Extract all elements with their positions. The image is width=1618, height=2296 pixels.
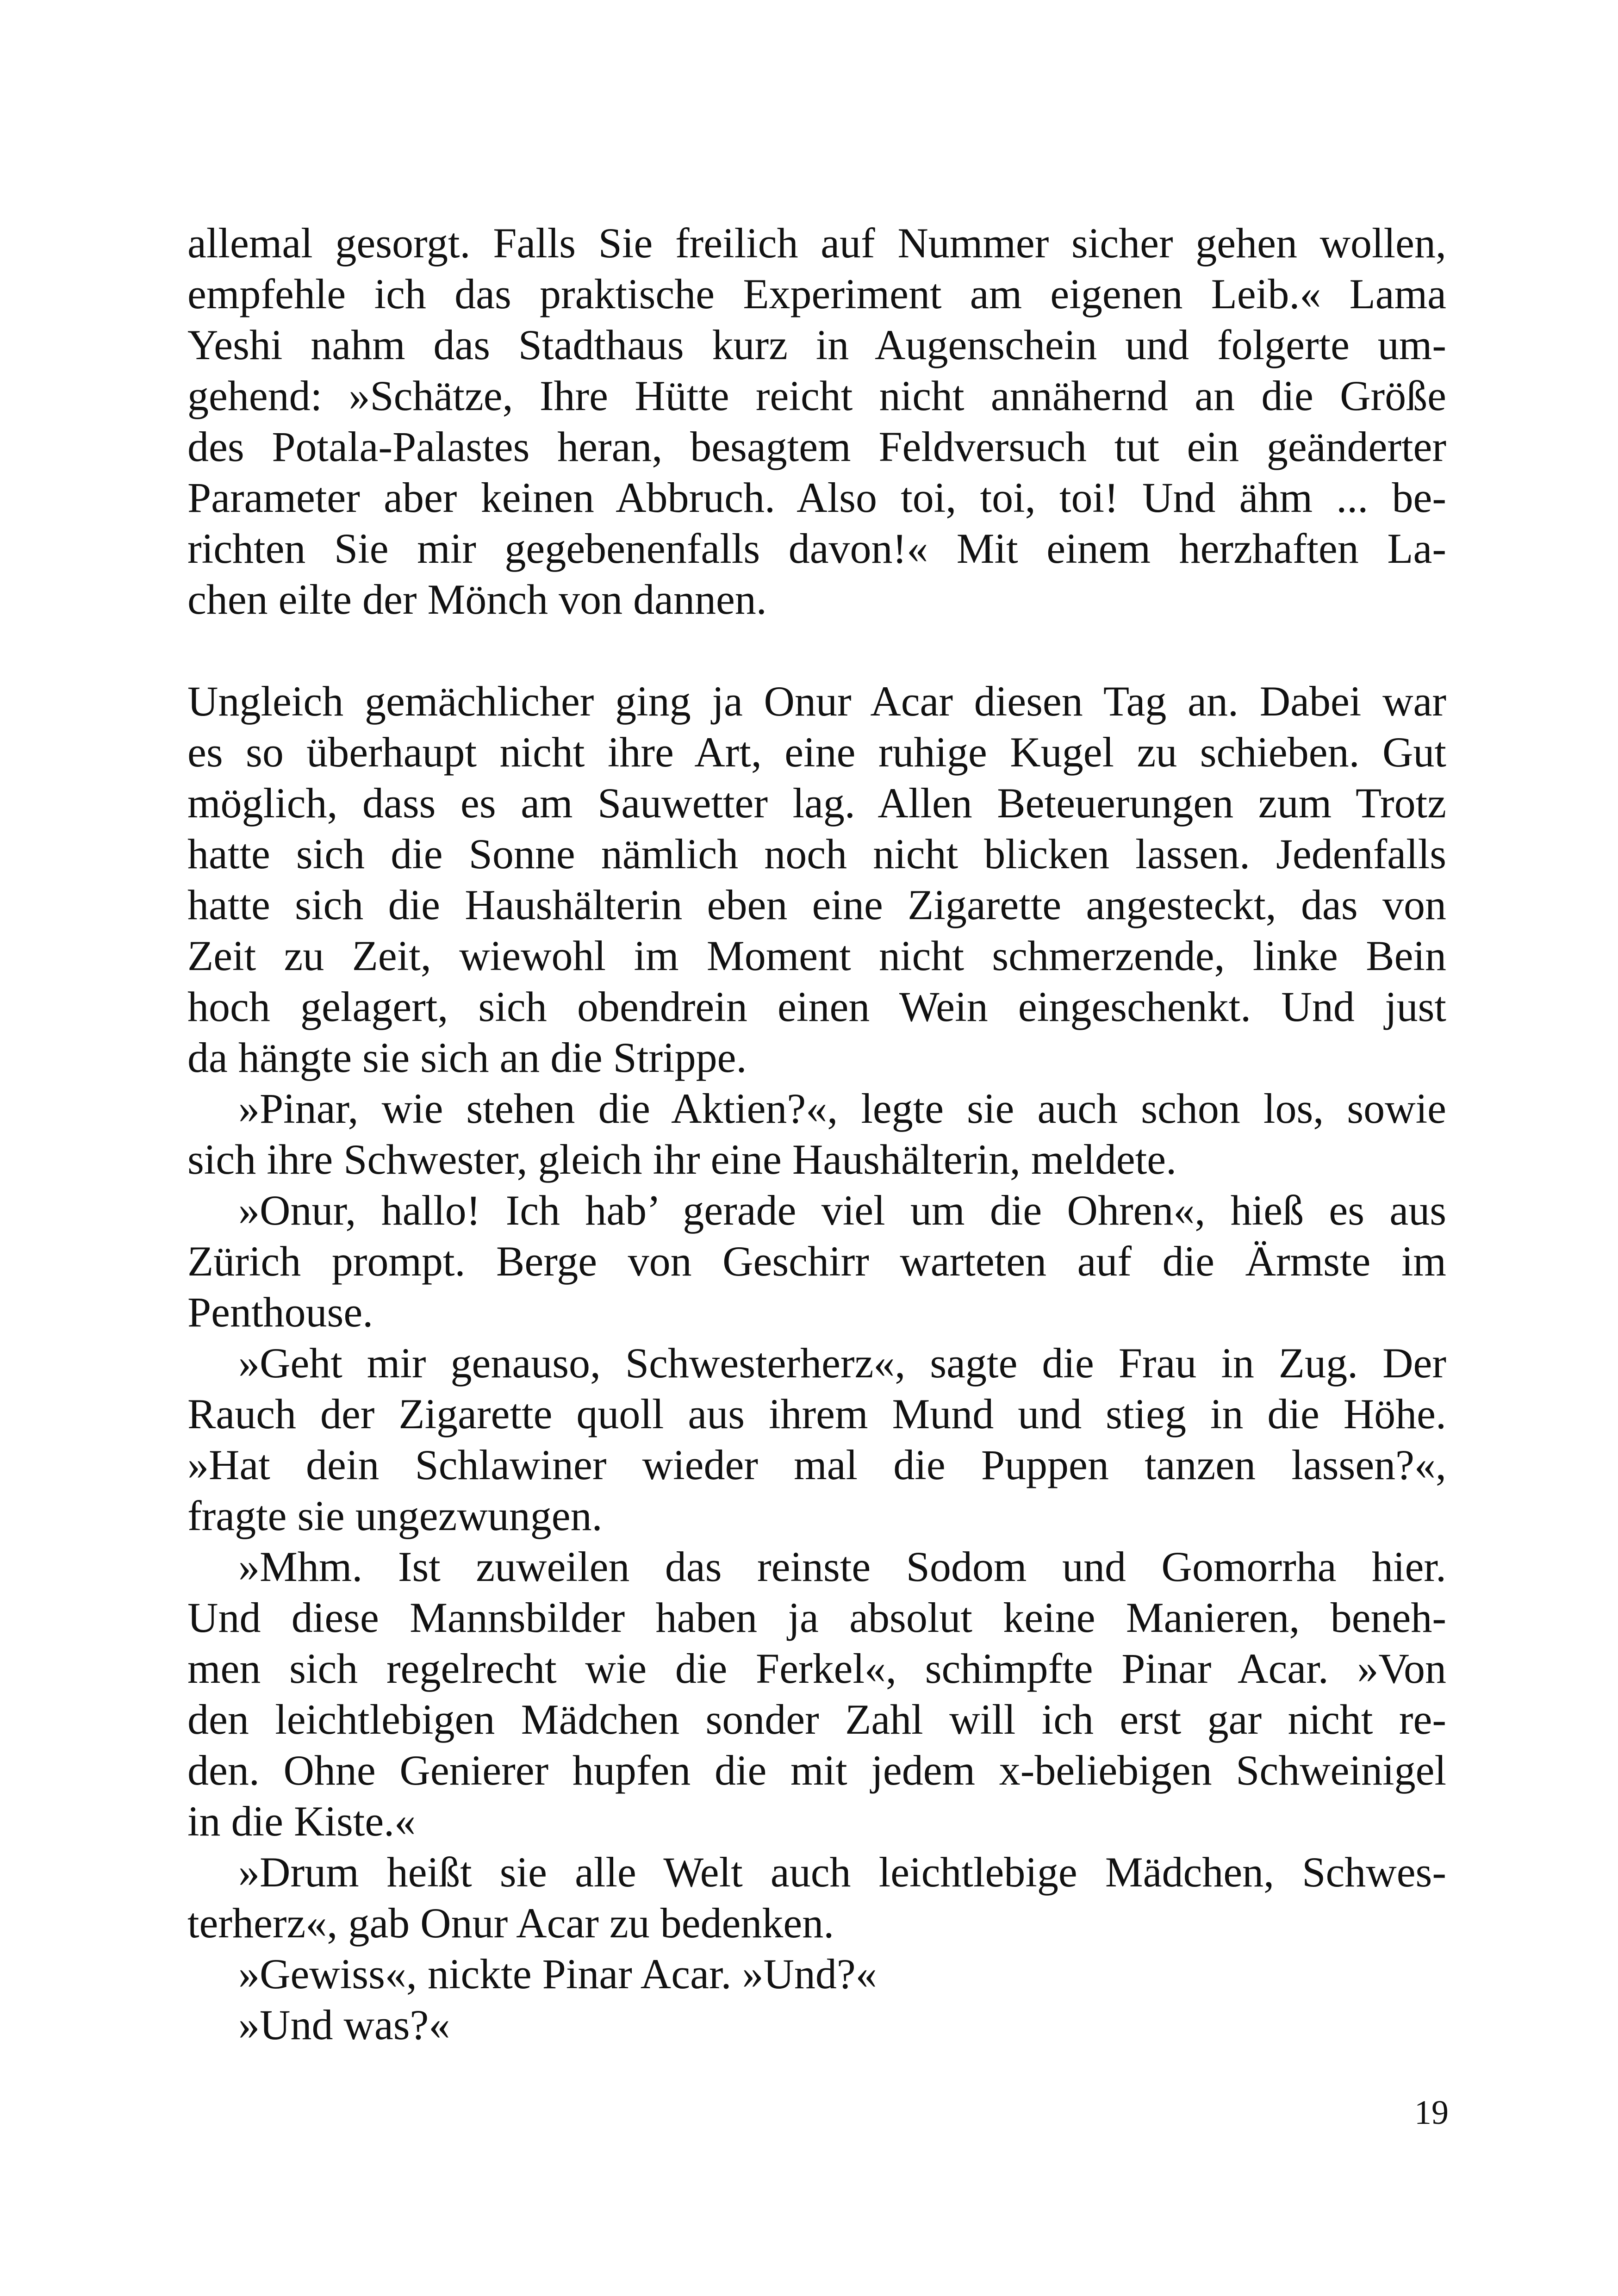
text-line: »Hat dein Schlawiner wieder mal die Puppen tanzen lassen?«,	[187, 1441, 1446, 1488]
text-line: richten Sie mir gegebenenfalls davon!« Mit einem herzhaften La-	[187, 525, 1446, 572]
paragraph	[187, 218, 1446, 625]
text-line: »Gewiss«, nickte Pinar Acar. »Und?«	[238, 1950, 877, 1997]
section-break	[187, 625, 1446, 676]
page-body	[187, 218, 1446, 2050]
text-line: möglich, dass es am Sauwetter lag. Allen Beteuerungen zum Trotz	[187, 779, 1446, 827]
text-line: den leichtlebigen Mädchen sonder Zahl will ich erst gar nicht re-	[187, 1696, 1446, 1743]
text-line: »Onur, hallo! Ich hab’ gerade viel um die Ohren«, hieß es aus	[238, 1187, 1446, 1234]
text-line: empfehle ich das praktische Experiment am eigenen Leib.« Lama	[187, 270, 1446, 317]
paragraph	[187, 1948, 1446, 1999]
text-line: Rauch der Zigarette quoll aus ihrem Mund und stieg in die Höhe.	[187, 1390, 1446, 1437]
text-line: Parameter aber keinen Abbruch. Also toi, toi, toi! Und ähm ... be-	[187, 474, 1446, 521]
text-line: allemal gesorgt. Falls Sie freilich auf Nummer sicher gehen wollen,	[187, 219, 1446, 267]
text-line: es so überhaupt nicht ihre Art, eine ruhige Kugel zu schieben. Gut	[187, 728, 1446, 776]
text-line: chen eilte der Mönch von dannen.	[187, 576, 767, 623]
text-line: »Mhm. Ist zuweilen das reinste Sodom und Gomorrha hier.	[238, 1543, 1446, 1590]
paragraph	[187, 1847, 1446, 1948]
text-line: »Pinar, wie stehen die Aktien?«, legte sie auch schon los, sowie	[238, 1085, 1446, 1132]
text-line: in die Kiste.«	[187, 1798, 416, 1845]
text-line: gehend: »Schätze, Ihre Hütte reicht nicht annähernd an die Größe	[187, 372, 1446, 419]
text-line: hatte sich die Haushälterin eben eine Zigarette angesteckt, das von	[187, 881, 1446, 928]
text-line: des Potala-Palastes heran, besagtem Feldversuch tut ein geänderter	[187, 423, 1446, 470]
text-line: Ungleich gemächlicher ging ja Onur Acar diesen Tag an. Dabei war	[187, 678, 1446, 725]
paragraph	[187, 1083, 1446, 1185]
text-line: hoch gelagert, sich obendrein einen Wein eingeschenkt. Und just	[187, 983, 1446, 1030]
text-line: Yeshi nahm das Stadthaus kurz in Augenschein und folgerte um-	[187, 321, 1446, 368]
text-line: da hängte sie sich an die Strippe.	[187, 1034, 747, 1081]
text-line: »Drum heißt sie alle Welt auch leichtlebige Mädchen, Schwes-	[238, 1848, 1446, 1896]
text-line: »Geht mir genauso, Schwesterherz«, sagte die Frau in Zug. Der	[238, 1339, 1446, 1387]
paragraph	[187, 676, 1446, 1083]
text-line: Und diese Mannsbilder haben ja absolut keine Manieren, beneh-	[187, 1594, 1446, 1641]
text-line: den. Ohne Genierer hupfen die mit jedem x-beliebigen Schweinigel	[187, 1747, 1446, 1794]
text-line: hatte sich die Sonne nämlich noch nicht blicken lassen. Jedenfalls	[187, 830, 1446, 877]
paragraph	[187, 1338, 1446, 1541]
paragraph	[187, 1999, 1446, 2050]
text-line: »Und was?«	[238, 2001, 450, 2048]
text-line: terherz«, gab Onur Acar zu bedenken.	[187, 1899, 834, 1947]
text-line: Zeit zu Zeit, wiewohl im Moment nicht schmerzende, linke Bein	[187, 932, 1446, 979]
paragraph	[187, 1185, 1446, 1338]
text-line: fragte sie ungezwungen.	[187, 1492, 603, 1539]
text-line: men sich regelrecht wie die Ferkel«, schimpfte Pinar Acar. »Von	[187, 1645, 1446, 1692]
text-line: Penthouse.	[187, 1288, 373, 1336]
paragraph	[187, 1541, 1446, 1847]
text-line: sich ihre Schwester, gleich ihr eine Haushälterin, meldete.	[187, 1136, 1177, 1183]
text-line: Zürich prompt. Berge von Geschirr warteten auf die Ärmste im	[187, 1238, 1446, 1285]
page-number: 19	[1414, 2094, 1449, 2132]
